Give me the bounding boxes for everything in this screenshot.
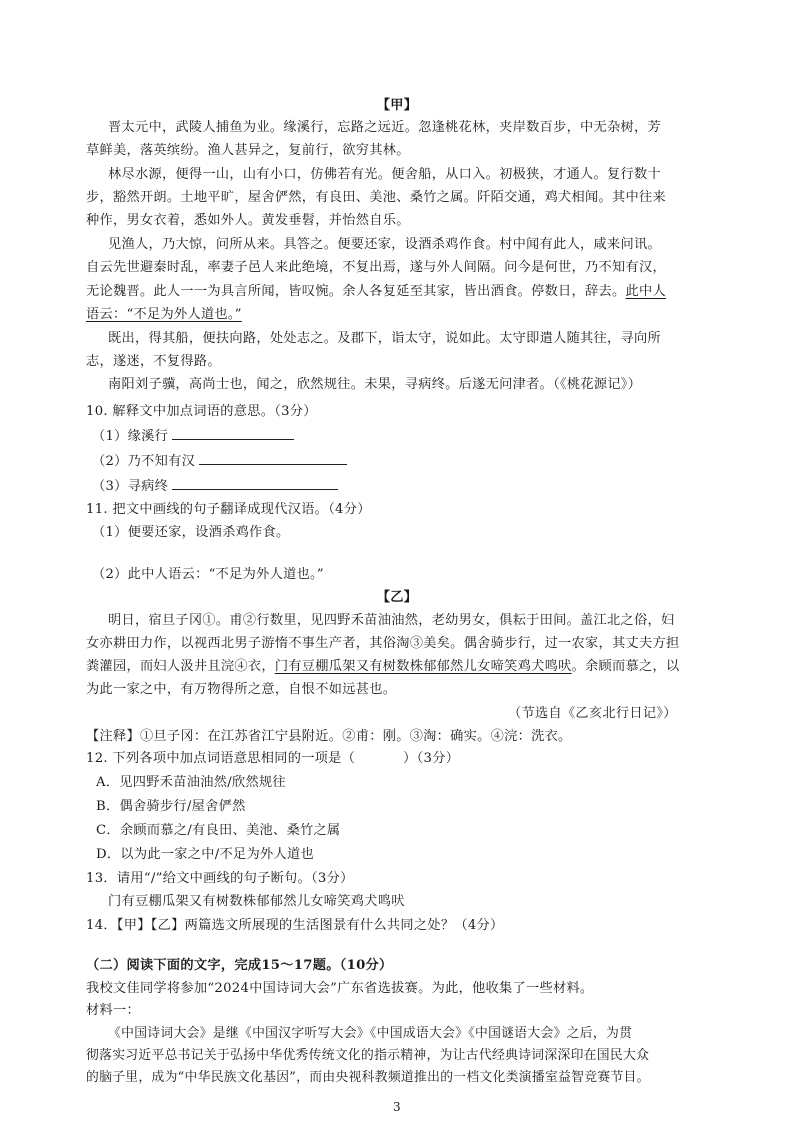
question-12-option-a: A．见四野禾苗油油然/欣然规往 xyxy=(96,775,286,790)
passage-a-line-6: 见渔人，乃大惊，问所从来。具答之。便要还家，设酒杀鸡作食。村中闻有此人，咸来问讯。 xyxy=(108,237,661,252)
question-12-option-d: D．以为此一家之中/不足为外人道也 xyxy=(96,847,314,862)
material-1-line-3: 的脑子里，成为“中华民族文化基因”，而由央视科教频道推出的一档文化类演播室益智竞赛节目。 xyxy=(86,1070,650,1085)
passage-a-line-12: 南阳刘子骥，高尚士也，闻之，欣然规往。未果，寻病终。后遂无问津者。（《桃花源记》） xyxy=(108,377,642,392)
question-12-stem-end: ）（3分） xyxy=(403,751,460,766)
underlined-sentence-a-start: 此中人 xyxy=(625,284,666,299)
question-11-item-2: （2）此中人语云：“不足为外人道也。” xyxy=(92,567,324,582)
passage-b-line-2: 女亦耕田力作，以视西北男子游惰不事生产者，其俗淘③美矣。偶舍骑步行，过一农家，其丈夫方担 xyxy=(86,636,680,651)
question-12-stem-start: 12. 下列各项中加点词语意思相同的一项是（ xyxy=(86,751,356,766)
passage-a-line-11: 志，遂迷，不复得路。 xyxy=(86,354,221,369)
question-12-stem xyxy=(86,750,459,768)
passage-b-line-4: 为此一家之中，有万物得所之意，自恨不如远甚也。 xyxy=(86,682,397,697)
passage-a-line-5: 种作，男女衣着，悉如外人。黄发垂髫，并怡然自乐。 xyxy=(86,213,410,228)
passage-b-line-3-text: 粪灌园，而妇人汲井且浣④衣， xyxy=(86,659,275,674)
section-2-material-label: 材料一： xyxy=(86,1003,140,1018)
question-13-sentence: 门有豆棚瓜架又有树数株郁郁然儿女啼笑鸡犬鸣吠 xyxy=(108,894,405,909)
answer-blank-10-1[interactable] xyxy=(172,427,294,440)
section-2-heading: （二）阅读下面的文字，完成15～17题。（10分） xyxy=(86,958,393,973)
question-10-item-2-text: （2）乃不知有汉 xyxy=(92,454,196,469)
passage-b-line-3 xyxy=(86,658,679,676)
underlined-sentence-a-end: 语云：“不足为外人道也。” xyxy=(86,307,242,322)
question-11-stem: 11. 把文中画线的句子翻译成现代汉语。（4分） xyxy=(86,502,371,517)
passage-b-line-1: 明日，宿旦子冈①。甫②行数里，见四野禾苗油油然，老幼男女，俱耘于田间。盖江北之俗，妇 xyxy=(108,613,675,628)
question-10-item-2 xyxy=(92,452,347,471)
section-2-intro: 我校文佳同学将参加“2024中国诗词大会”广东省选拔赛。为此，他收集了一些材料。 xyxy=(86,981,594,996)
passage-a-line-10: 既出，得其船，便扶向路，处处志之。及郡下，诣太守，说如此。太守即遣人随其往，寻向所 xyxy=(108,331,661,346)
passage-a-heading: 【甲】 xyxy=(376,98,418,113)
passage-a-line-8-text: 无论魏晋。此人一一为具言所闻，皆叹惋。余人各复延至其家，皆出酒食。停数日，辞去。 xyxy=(86,284,626,299)
page-number: 3 xyxy=(393,1100,401,1114)
passage-a-line-1: 晋太元中，武陵人捕鱼为业。缘溪行，忘路之远近。忽逢桃花林，夹岸数百步，中无杂树，芳 xyxy=(108,120,661,135)
question-12-option-b: B．偶舍骑步行/屋舍俨然 xyxy=(96,799,246,814)
passage-a-line-8 xyxy=(86,283,666,301)
material-1-line-1: 《中国诗词大会》是继《中国汉字听写大会》《中国成语大会》《中国谜语大会》之后，为贯 xyxy=(108,1026,633,1041)
question-10-item-3-text: （3）寻病终 xyxy=(92,479,169,494)
passage-a-line-2: 草鲜美，落英缤纷。渔人甚异之，复前行，欲穷其林。 xyxy=(86,143,410,158)
question-10-stem: 10. 解释文中加点词语的意思。（3分） xyxy=(86,404,317,419)
question-12-option-c: C．余顾而慕之/有良田、美池、桑竹之属 xyxy=(96,823,341,838)
passage-a-line-7: 自云先世避秦时乱，率妻子邑人来此绝境，不复出焉，遂与外人间隔。问今是何世，乃不知有汉， xyxy=(86,260,666,275)
question-10-item-1-text: （1）缘溪行 xyxy=(92,429,169,444)
question-11-item-1: （1）便要还家，设酒杀鸡作食。 xyxy=(92,525,290,540)
underlined-sentence-b: 门有豆棚瓜架又有树数株郁郁然儿女啼笑鸡犬鸣吠 xyxy=(274,659,572,674)
question-10-item-1 xyxy=(92,427,294,446)
passage-b-line-3-end: 。余顾而慕之，以 xyxy=(571,659,680,674)
material-1-line-2: 彻落实习近平总书记关于弘扬中华优秀传统文化的指示精神，为让古代经典诗词深深印在国民大众 xyxy=(86,1048,650,1063)
question-13-stem: 13．请用“/”给文中画线的句子断句。（3分） xyxy=(86,871,354,886)
passage-a-line-3: 林尽水源，便得一山，山有小口，仿佛若有光。便舍船，从口入。初极狭，才通人。复行数十 xyxy=(108,167,661,182)
question-10-item-3 xyxy=(92,477,338,496)
passage-b-heading: 【乙】 xyxy=(376,590,418,605)
answer-blank-10-2[interactable] xyxy=(199,452,347,465)
question-14-stem: 14．【甲】【乙】两篇选文所展现的生活图景有什么共同之处？（4分） xyxy=(86,918,504,933)
passage-b-source: （节选自《乙亥北行日记》） xyxy=(508,706,677,721)
passage-a-line-4: 步，豁然开朗。土地平旷，屋舍俨然，有良田、美池、桑竹之属。阡陌交通，鸡犬相闻。其中往来 xyxy=(86,190,666,205)
passage-b-notes: 【注释】①旦子冈：在江苏省江宁县附近。②甫：刚。③淘：确实。④浣：洗衣。 xyxy=(86,729,572,744)
answer-blank-10-3[interactable] xyxy=(172,477,338,490)
